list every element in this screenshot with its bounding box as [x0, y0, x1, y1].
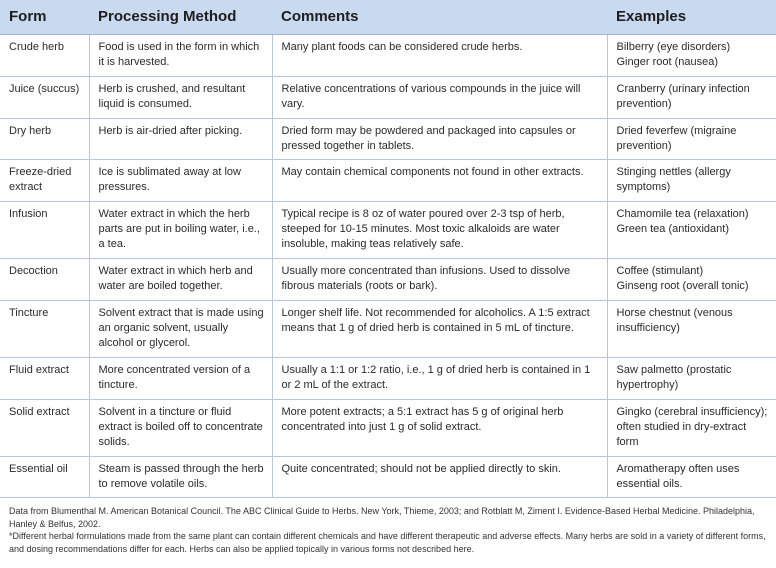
cell-form: Decoction: [0, 258, 89, 300]
cell-method: Water extract in which herb and water are boiled together.: [89, 258, 272, 300]
cell-method: Water extract in which the herb parts are put in boiling water, i.e., a tea.: [89, 201, 272, 258]
table-notes: [9, 505, 769, 555]
table-row: [0, 76, 776, 118]
cell-comments: Usually more concentrated than infusions. Used to dissolve fibrous materials (roots or bark).: [272, 258, 607, 300]
cell-form: Solid extract: [0, 399, 89, 456]
cell-examples: [607, 76, 776, 118]
cell-form: Juice (succus): [0, 76, 89, 118]
cell-examples: [607, 357, 776, 399]
cell-comments: Usually a 1:1 or 1:2 ratio, i.e., 1 g of dried herb is contained in 1 or 2 mL of the extract.: [272, 357, 607, 399]
cell-form: Fluid extract: [0, 357, 89, 399]
example-1: Stinging nettles (allergy symptoms): [616, 165, 731, 193]
header-form: Form: [0, 0, 89, 34]
cell-method: Herb is air-dried after picking.: [89, 118, 272, 159]
table-row: [0, 201, 776, 258]
cell-comments: Quite concentrated; should not be applied directly to skin.: [272, 456, 607, 497]
cell-comments: Longer shelf life. Not recommended for alcoholics. A 1:5 extract means that 1 g of dried herb is contained in 5 mL of tincture.: [272, 300, 607, 357]
cell-comments: Dried form may be powdered and packaged into capsules or pressed together in tablets.: [272, 118, 607, 159]
cell-examples: [607, 118, 776, 159]
example-1: Gingko (cerebral insufficiency); often studied in dry-extract form: [616, 405, 768, 448]
table-row: [0, 456, 776, 497]
cell-form: Infusion: [0, 201, 89, 258]
example-1: Chamomile tea (relaxation): [616, 207, 749, 220]
cell-method: Ice is sublimated away at low pressures.: [89, 159, 272, 201]
cell-method: Solvent extract that is made using an organic solvent, usually alcohol or glycerol.: [89, 300, 272, 357]
cell-examples: [607, 456, 776, 497]
header-examples: Examples: [607, 0, 776, 34]
table-row: [0, 159, 776, 201]
example-1: Aromatherapy often uses essential oils.: [616, 462, 740, 490]
cell-form: Tincture: [0, 300, 89, 357]
cell-examples: [607, 300, 776, 357]
footnote: *Different herbal formulations made from the same plant can contain different chemicals and have different therapeutic and adverse effects. Many herbs are sold in a variety of different forms, and dosing recommendations differ for each. Herbs can also be applied topically in various forms not described here.: [9, 531, 766, 554]
cell-form: Dry herb: [0, 118, 89, 159]
cell-form: Essential oil: [0, 456, 89, 497]
table-row: [0, 34, 776, 76]
cell-method: Food is used in the form in which it is harvested.: [89, 34, 272, 76]
cell-comments: May contain chemical components not found in other extracts.: [272, 159, 607, 201]
header-processing-method: Processing Method: [89, 0, 272, 34]
cell-method: Solvent in a tincture or fluid extract is boiled off to concentrate solids.: [89, 399, 272, 456]
table-row: [0, 300, 776, 357]
source-note: Data from Blumenthal M. American Botanical Council. The ABC Clinical Guide to Herbs. New York, Thieme, 2003; and Rotblatt M, Ziment I. Evidence-Based Herbal Medicine. Philadelphia, Hanley & Belfus, 2002.: [9, 506, 755, 529]
example-1: Horse chestnut (venous insufficiency): [616, 306, 733, 334]
example-2: Ginseng root (overall tonic): [616, 279, 749, 292]
cell-form: Crude herb: [0, 34, 89, 76]
example-1: Bilberry (eye disorders): [616, 40, 731, 53]
cell-method: Steam is passed through the herb to remove volatile oils.: [89, 456, 272, 497]
cell-examples: [607, 399, 776, 456]
cell-comments: Many plant foods can be considered crude herbs.: [272, 34, 607, 76]
cell-comments: Relative concentrations of various compounds in the juice will vary.: [272, 76, 607, 118]
table-row: [0, 357, 776, 399]
cell-examples: [607, 258, 776, 300]
header-comments: Comments: [272, 0, 607, 34]
example-1: Saw palmetto (prostatic hypertrophy): [616, 363, 732, 391]
table-row: [0, 118, 776, 159]
example-1: Coffee (stimulant): [616, 264, 704, 277]
example-2: Green tea (antioxidant): [616, 222, 730, 235]
table-row: [0, 399, 776, 456]
example-1: Dried feverfew (migraine prevention): [616, 124, 737, 152]
table-header-row: [0, 0, 776, 34]
cell-method: Herb is crushed, and resultant liquid is consumed.: [89, 76, 272, 118]
cell-method: More concentrated version of a tincture.: [89, 357, 272, 399]
cell-comments: More potent extracts; a 5:1 extract has 5 g of original herb concentrated into just 1 g of solid extract.: [272, 399, 607, 456]
cell-examples: [607, 201, 776, 258]
cell-examples: [607, 159, 776, 201]
cell-form: Freeze-dried extract: [0, 159, 89, 201]
cell-comments: Typical recipe is 8 oz of water poured over 2-3 tsp of herb, steeped for 10-15 minutes. Most toxic alkaloids are water insoluble, making teas relatively safe.: [272, 201, 607, 258]
cell-examples: [607, 34, 776, 76]
example-2: Ginger root (nausea): [616, 55, 718, 68]
table-row: [0, 258, 776, 300]
example-1: Cranberry (urinary infection prevention): [616, 82, 750, 110]
